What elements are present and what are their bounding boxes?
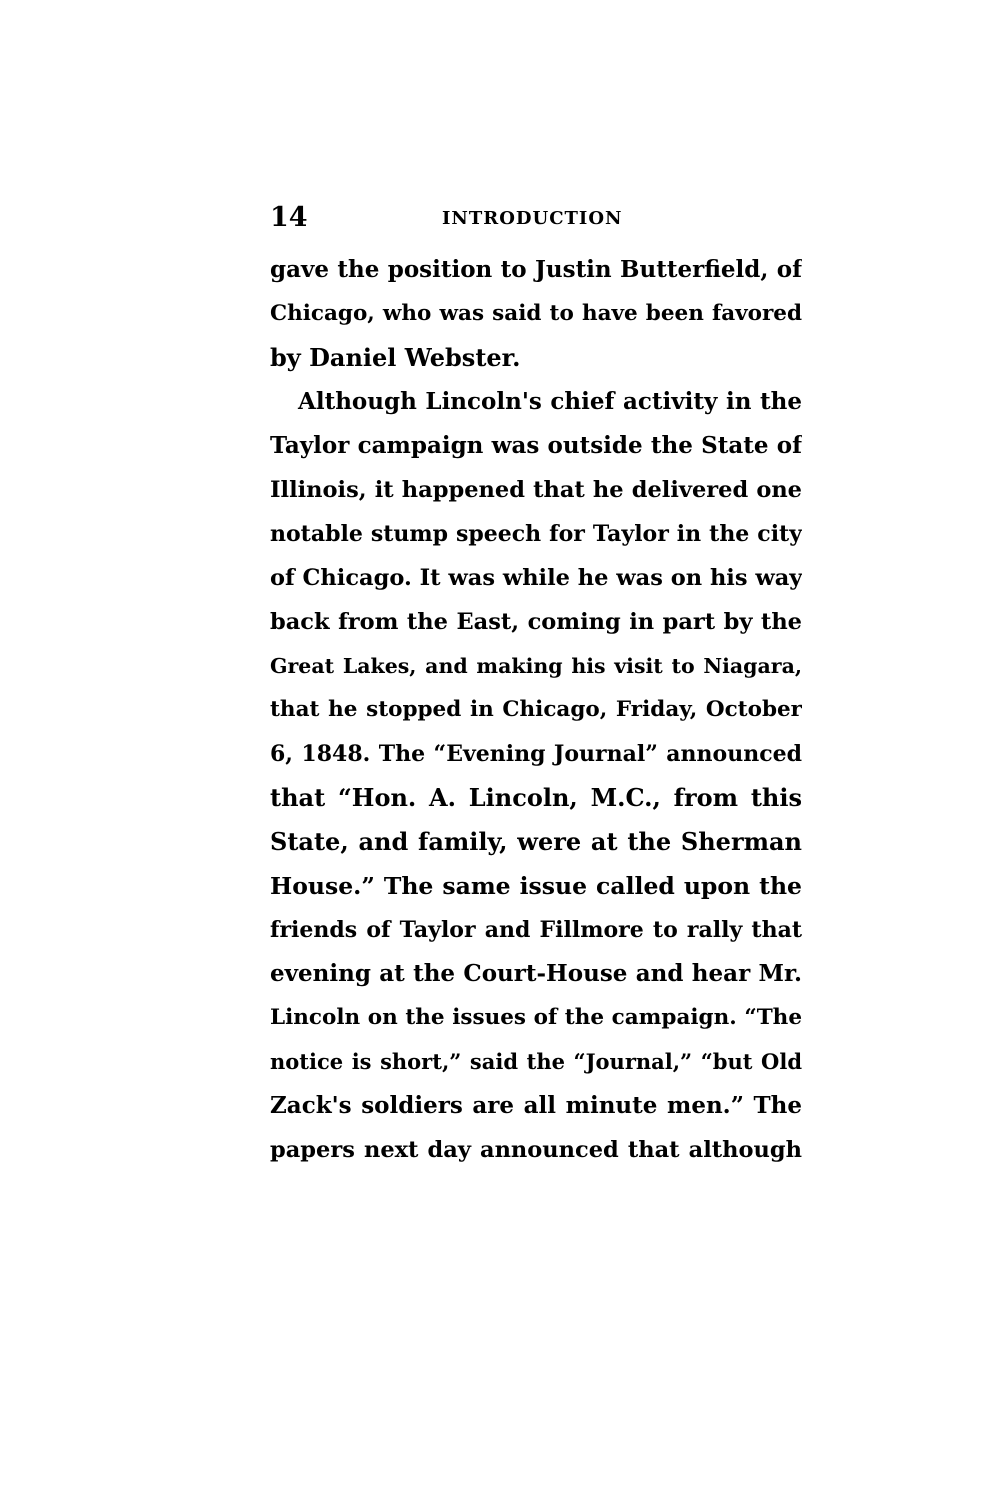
text-line: Although Lincoln's chief activity in the [298,388,802,415]
text-line: of Chicago. It was while he was on his way [270,565,802,591]
page-number: 14 [270,202,308,233]
text-line: evening at the Court-House and hear Mr. [270,960,802,987]
text-line: papers next day announced that although [270,1137,802,1163]
text-line: 6, 1848. The “Evening Journal” announced [270,741,802,767]
running-head [270,200,802,236]
section-title: INTRODUCTION [442,208,623,229]
text-line: notable stump speech for Taylor in the city [270,521,802,547]
text-line: Great Lakes, and making his visit to Niagara, [270,654,802,678]
text-line: that “Hon. A. Lincoln, M.C., from this [270,783,802,812]
text-line: Illinois, it happened that he delivered one [270,477,802,503]
text-line: House.” The same issue called upon the [270,872,802,900]
text-line: back from the East, coming in part by the [270,609,802,635]
body-text [270,248,802,1172]
text-line: Zack's soldiers are all minute men.” The [270,1092,802,1119]
text-line: Lincoln on the issues of the campaign. “The [270,1005,802,1030]
text-line: that he stopped in Chicago, Friday, October [270,697,802,722]
text-line: Chicago, who was said to have been favored [270,301,802,326]
paragraph-1 [270,248,802,380]
text-line: Taylor campaign was outside the State of [270,432,802,459]
text-line: friends of Taylor and Fillmore to rally that [270,917,802,943]
text-line: gave the position to Justin Butterfield, of [270,256,802,283]
paragraph-2 [270,380,802,1172]
text-line: State, and family, were at the Sherman [270,827,802,856]
text-line: notice is short,” said the “Journal,” “but Old [270,1049,802,1074]
text-line: by Daniel Webster. [270,343,521,372]
